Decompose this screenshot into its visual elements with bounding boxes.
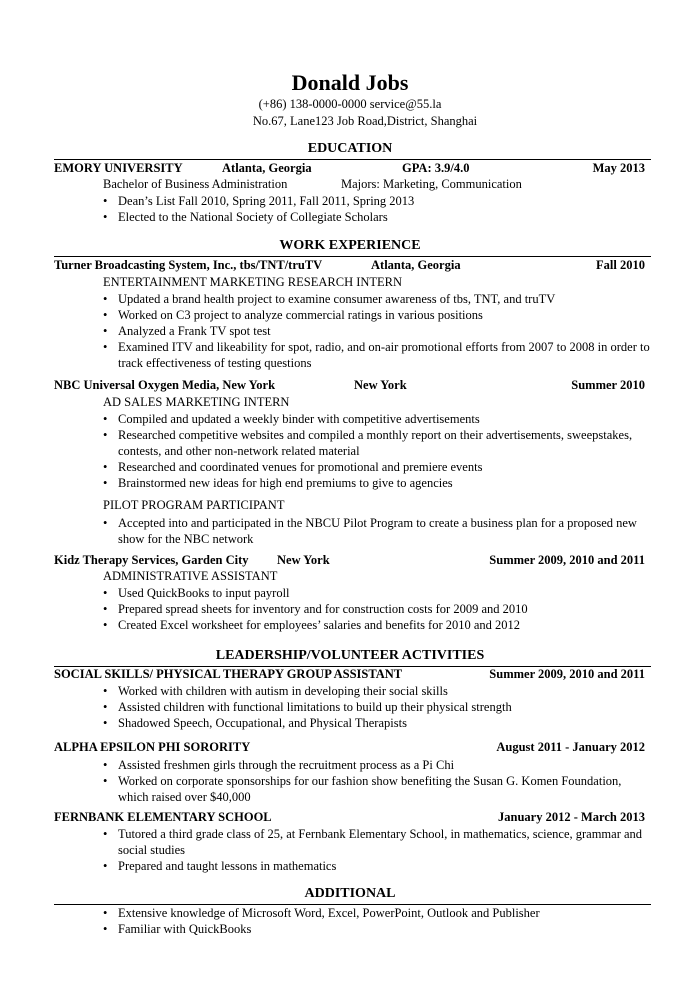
majors: Majors: Marketing, Communication xyxy=(341,177,522,191)
section-divider xyxy=(54,159,651,160)
list-item: • Researched competitive websites and compiled a monthly report on their advertisements, sweepstakes, contests, and other non-network related material xyxy=(103,427,651,459)
job-role: AD SALES MARKETING INTERN xyxy=(103,395,290,409)
degree: Bachelor of Business Administration xyxy=(103,177,288,191)
job-role: ADMINISTRATIVE ASSISTANT xyxy=(103,569,278,583)
list-item: • Shadowed Speech, Occupational, and Physical Therapists xyxy=(103,715,651,731)
list-item: • Worked on corporate sponsorships for our fashion show benefiting the Susan G. Komen Foundation, which raised over $40,000 xyxy=(103,773,651,805)
list-item: • Created Excel worksheet for employees’ salaries and benefits for 2010 and 2012 xyxy=(103,617,651,633)
list-item: • Compiled and updated a weekly binder with competitive advertisements xyxy=(103,411,651,427)
job-org: NBC Universal Oxygen Media, New York xyxy=(54,378,276,392)
candidate-name: Donald Jobs xyxy=(291,70,409,95)
job-location: New York xyxy=(354,378,407,392)
contact-address: No.67, Lane123 Job Road,District, Shanghai xyxy=(252,114,478,128)
list-item: • Updated a brand health project to examine consumer awareness of tbs, TNT, and truTV xyxy=(103,291,651,307)
activity-date: January 2012 - March 2013 xyxy=(498,810,645,824)
activity-org: SOCIAL SKILLS/ PHYSICAL THERAPY GROUP ASSISTANT xyxy=(54,667,403,681)
job-location: Atlanta, Georgia xyxy=(371,258,461,272)
school-location: Atlanta, Georgia xyxy=(222,161,312,175)
additional-bullets xyxy=(103,905,651,937)
list-item: • Prepared spread sheets for inventory and for construction costs for 2009 and 2010 xyxy=(103,601,651,617)
education-date: May 2013 xyxy=(592,161,645,175)
list-item: • Used QuickBooks to input payroll xyxy=(103,585,651,601)
list-item: • Accepted into and participated in the NBCU Pilot Program to create a business plan for a proposed new show for the NBC network xyxy=(103,515,651,547)
list-item: • Assisted freshmen girls through the recruitment process as a Pi Chi xyxy=(103,757,651,773)
list-item: • Worked with children with autism in developing their social skills xyxy=(103,683,651,699)
section-title-additional: ADDITIONAL xyxy=(304,886,396,901)
activity-bullets xyxy=(103,683,651,731)
list-item: • Analyzed a Frank TV spot test xyxy=(103,323,651,339)
school-name: EMORY UNIVERSITY xyxy=(54,161,183,175)
activity-date: Summer 2009, 2010 and 2011 xyxy=(489,667,645,681)
contact-phone-email: (+86) 138-0000-0000 service@55.la xyxy=(258,97,442,111)
list-item: • Assisted children with functional limitations to build up their physical strength xyxy=(103,699,651,715)
job-date: Summer 2009, 2010 and 2011 xyxy=(489,553,645,567)
gpa: GPA: 3.9/4.0 xyxy=(402,161,470,175)
section-title-leadership: LEADERSHIP/VOLUNTEER ACTIVITIES xyxy=(215,648,485,663)
activity-date: August 2011 - January 2012 xyxy=(496,740,645,754)
activity-bullets xyxy=(103,826,651,874)
list-item: • Prepared and taught lessons in mathematics xyxy=(103,858,651,874)
job-location: New York xyxy=(277,553,330,567)
list-item: • Dean’s List Fall 2010, Spring 2011, Fall 2011, Spring 2013 xyxy=(103,193,651,209)
job-bullets xyxy=(103,585,651,633)
job-date: Fall 2010 xyxy=(596,258,645,272)
job-bullets xyxy=(103,291,651,371)
job-role: PILOT PROGRAM PARTICIPANT xyxy=(103,498,285,512)
job-bullets xyxy=(103,411,651,491)
section-title-education: EDUCATION xyxy=(307,141,393,156)
activity-org: FERNBANK ELEMENTARY SCHOOL xyxy=(54,810,272,824)
activity-bullets xyxy=(103,757,651,805)
list-item: • Examined ITV and likeability for spot, radio, and on-air promotional efforts from 2007 to 2008 in order to track effectiveness of testing questions xyxy=(103,339,651,371)
job-bullets xyxy=(103,515,651,547)
list-item: • Brainstormed new ideas for high end premiums to give to agencies xyxy=(103,475,651,491)
job-org: Turner Broadcasting System, Inc., tbs/TNT/truTV xyxy=(54,258,323,272)
job-role: ENTERTAINMENT MARKETING RESEARCH INTERN xyxy=(103,275,403,289)
section-title-work: WORK EXPERIENCE xyxy=(279,238,421,253)
section-divider xyxy=(54,256,651,257)
list-item: • Familiar with QuickBooks xyxy=(103,921,651,937)
job-date: Summer 2010 xyxy=(571,378,645,392)
list-item: • Extensive knowledge of Microsoft Word, Excel, PowerPoint, Outlook and Publisher xyxy=(103,905,651,921)
activity-org: ALPHA EPSILON PHI SORORITY xyxy=(54,740,251,754)
list-item: • Tutored a third grade class of 25, at Fernbank Elementary School, in mathematics, science, grammar and social studies xyxy=(103,826,651,858)
list-item: • Elected to the National Society of Collegiate Scholars xyxy=(103,209,651,225)
education-bullets xyxy=(103,193,651,225)
list-item: • Worked on C3 project to analyze commercial ratings in various positions xyxy=(103,307,651,323)
job-org: Kidz Therapy Services, Garden City xyxy=(54,553,249,567)
list-item: • Researched and coordinated venues for promotional and premiere events xyxy=(103,459,651,475)
